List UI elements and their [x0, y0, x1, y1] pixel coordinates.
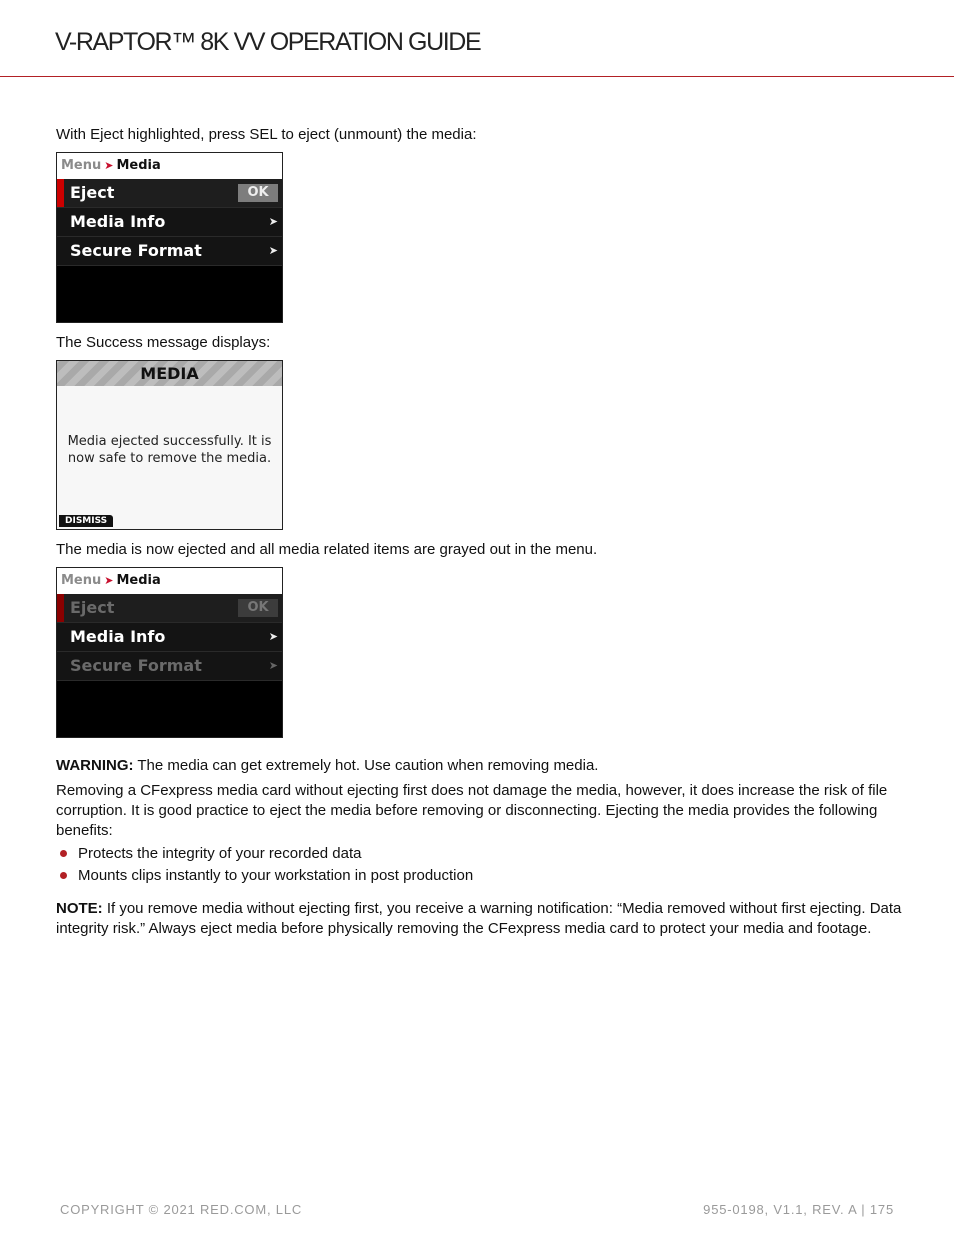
selection-indicator: [57, 594, 64, 622]
selection-indicator: [57, 179, 64, 207]
menu-item-eject-disabled: [57, 594, 282, 623]
list-item-text: Mounts clips instantly to your workstation in post production: [78, 867, 474, 884]
breadcrumb-current: Media: [116, 158, 161, 173]
bullet-icon: [60, 872, 67, 879]
menu-item-label: Eject: [70, 598, 115, 617]
chevron-right-icon: ➤: [268, 659, 278, 672]
dismiss-button: DISMISS: [59, 515, 113, 527]
list-item-text: Protects the integrity of your recorded data: [78, 845, 362, 862]
ok-badge: OK: [238, 599, 278, 617]
menu-item-eject: [57, 179, 282, 208]
note-text: If you remove media without ejecting first, you receive a warning notification: “Media removed without first ejecting. Data integrity risk.” Always eject media before physically removing the CFexpress media card to protect your media and footage.: [56, 900, 902, 937]
breadcrumb-root: Menu: [61, 573, 102, 588]
eject-instruction-text: With Eject highlighted, press SEL to eject (unmount) the media:: [56, 126, 477, 143]
breadcrumb-arrow-icon: ➤: [104, 159, 114, 172]
menu-item-media-info: [57, 623, 282, 652]
body-paragraph: Removing a CFexpress media card without ejecting first does not damage the media, however, it does increase the risk of file corruption. It is good practice to eject the media before removing or disconnecting. Ejecting the media provides the following benefits:: [56, 782, 888, 839]
breadcrumb-current: Media: [116, 573, 161, 588]
note-callout: [56, 899, 906, 939]
dialog-message: Media ejected successfully. It is now safe to remove the media.: [67, 434, 272, 466]
footer-copyright: COPYRIGHT © 2021 RED.COM, LLC: [60, 1202, 303, 1217]
success-message-screenshot: [56, 360, 283, 530]
chevron-right-icon: ➤: [268, 215, 278, 228]
breadcrumb-arrow-icon: ➤: [104, 574, 114, 587]
warning-label: WARNING:: [56, 757, 134, 774]
breadcrumb: [57, 568, 282, 594]
media-menu-screenshot: [56, 152, 283, 323]
list-item: [56, 865, 906, 887]
ejected-state-text: The media is now ejected and all media related items are grayed out in the menu.: [56, 541, 598, 558]
breadcrumb: [57, 153, 282, 179]
grayed-media-menu-screenshot: [56, 567, 283, 738]
bullet-icon: [60, 850, 67, 857]
menu-item-label: Secure Format: [70, 656, 202, 675]
warning-text: The media can get extremely hot. Use caution when removing media.: [133, 757, 599, 774]
footer-page-reference: 955-0198, V1.1, REV. A | 175: [703, 1202, 894, 1217]
menu-item-label: Media Info: [70, 212, 166, 231]
chevron-right-icon: ➤: [268, 630, 278, 643]
success-intro-text: The Success message displays:: [56, 334, 271, 351]
chevron-right-icon: ➤: [268, 244, 278, 257]
breadcrumb-root: Menu: [61, 158, 102, 173]
page-header-title: V-RAPTOR™ 8K VV OPERATION GUIDE: [55, 28, 481, 56]
menu-item-label: Eject: [70, 183, 115, 202]
menu-item-secure-format: [57, 237, 282, 266]
menu-item-media-info: [57, 208, 282, 237]
warning-callout: [56, 756, 906, 776]
benefits-list: [56, 843, 906, 887]
menu-item-secure-format-disabled: [57, 652, 282, 681]
menu-item-label: Secure Format: [70, 241, 202, 260]
menu-item-label: Media Info: [70, 627, 166, 646]
dialog-title: MEDIA: [57, 361, 282, 386]
note-label: NOTE:: [56, 900, 103, 917]
ok-badge: OK: [238, 184, 278, 202]
header-divider: [0, 76, 954, 77]
list-item: [56, 843, 906, 865]
